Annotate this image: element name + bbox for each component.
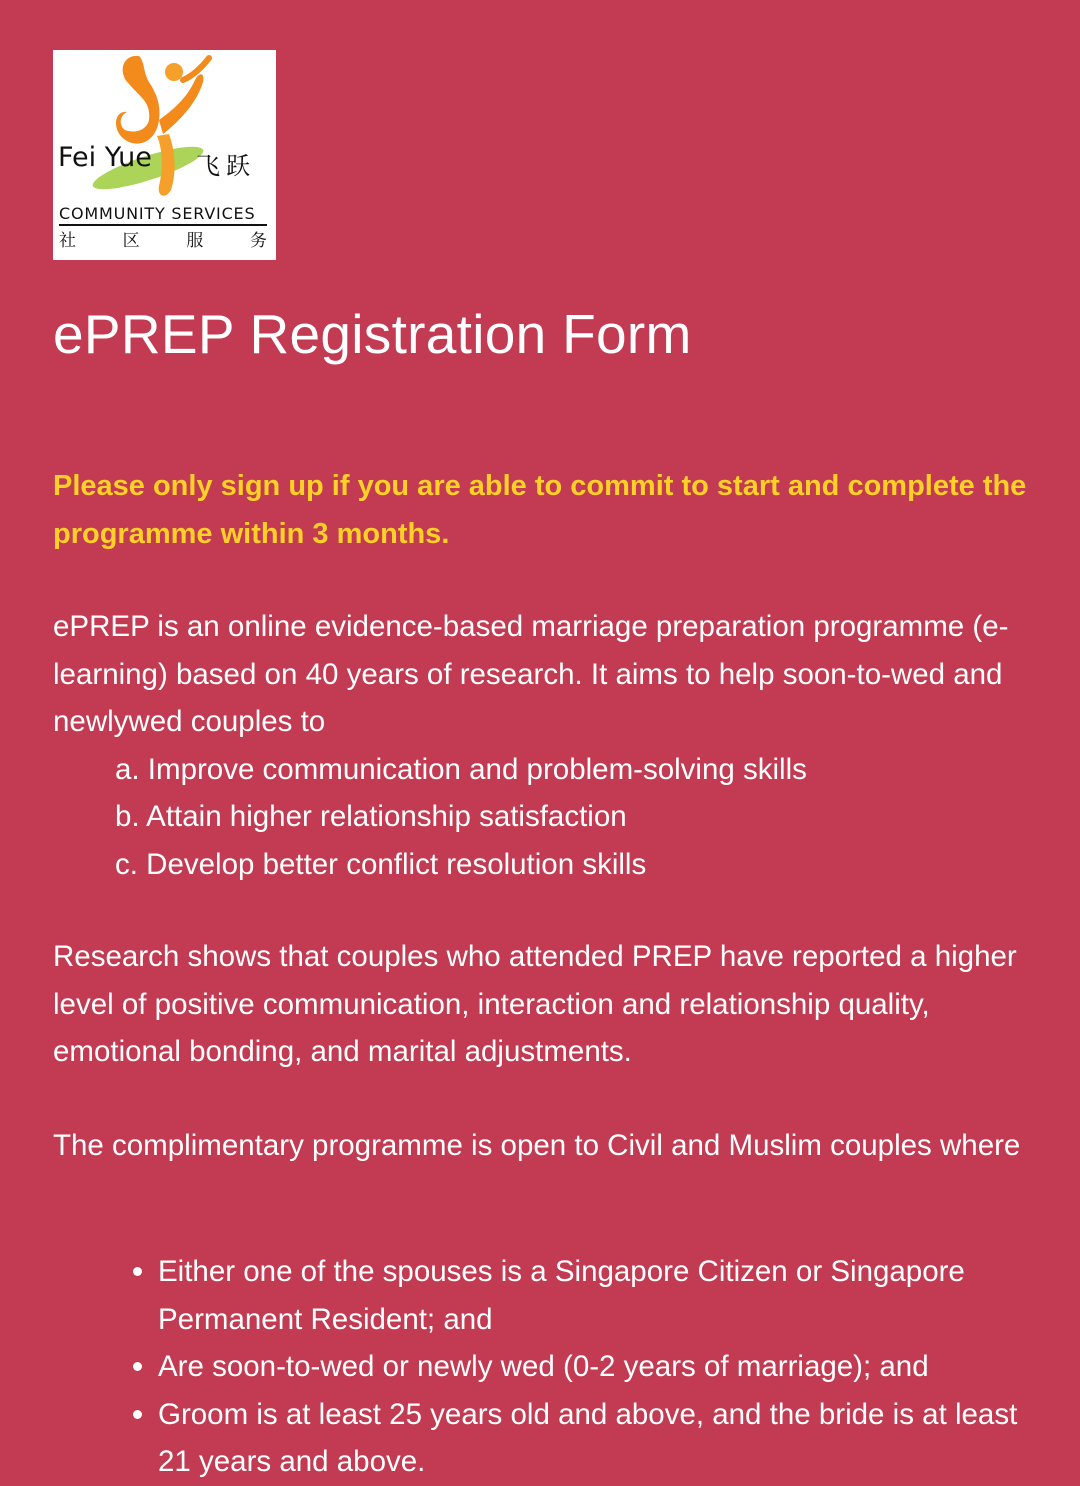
goals-list <box>53 746 1053 889</box>
logo-subtitle-zh-char: 社 <box>59 231 76 251</box>
bullet-icon <box>133 1362 142 1371</box>
list-item-text: Groom is at least 25 years old and above, and the bride is at least 21 years and above. <box>158 1397 1018 1478</box>
eligibility-intro: The complimentary programme is open to Civil and Muslim couples where <box>53 1129 1021 1162</box>
page-title: ePREP Registration Form <box>53 303 692 365</box>
commitment-notice: Please only sign up if you are able to commit to start and complete the programme within 3 months. <box>53 470 1027 550</box>
logo-subtitle-zh-char: 务 <box>249 231 267 251</box>
eligibility-list <box>53 1248 1053 1486</box>
list-item <box>53 1248 1053 1343</box>
logo-subtitle: COMMUNITY SERVICES <box>59 204 267 226</box>
logo-name-en: Fei Yue <box>58 142 152 173</box>
bullet-icon <box>133 1267 142 1276</box>
intro-text: ePREP is an online evidence-based marriage preparation programme (e-learning) based on 40 years of research. It aims to help soon-to-wed and newlywed couples to <box>53 610 1009 738</box>
logo-subtitle-zh-char: 区 <box>122 231 140 251</box>
list-item-text: Are soon-to-wed or newly wed (0-2 years of marriage); and <box>158 1350 929 1383</box>
list-item <box>53 1391 1053 1486</box>
bullet-icon <box>133 1410 142 1419</box>
fei-yue-logo <box>53 50 276 260</box>
list-item: b. Attain higher relationship satisfaction <box>115 800 627 833</box>
list-item: c. Develop better conflict resolution skills <box>115 847 647 881</box>
list-item: a. Improve communication and problem-solving skills <box>115 752 807 786</box>
page-content <box>53 50 1053 1478</box>
logo-name-zh: 飞跃 <box>196 152 256 180</box>
logo-subtitle-zh-char: 服 <box>186 231 204 251</box>
programme-intro <box>53 603 1053 888</box>
logo-subtitle-zh <box>59 226 267 251</box>
research-paragraph: Research shows that couples who attended PREP have reported a higher level of positive communication, interaction and relationship quality, emotional bonding, and marital adjustments. <box>53 940 1017 1068</box>
list-item <box>53 1343 1053 1391</box>
list-item-text: Either one of the spouses is a Singapore Citizen or Singapore Permanent Resident; and <box>158 1255 965 1336</box>
